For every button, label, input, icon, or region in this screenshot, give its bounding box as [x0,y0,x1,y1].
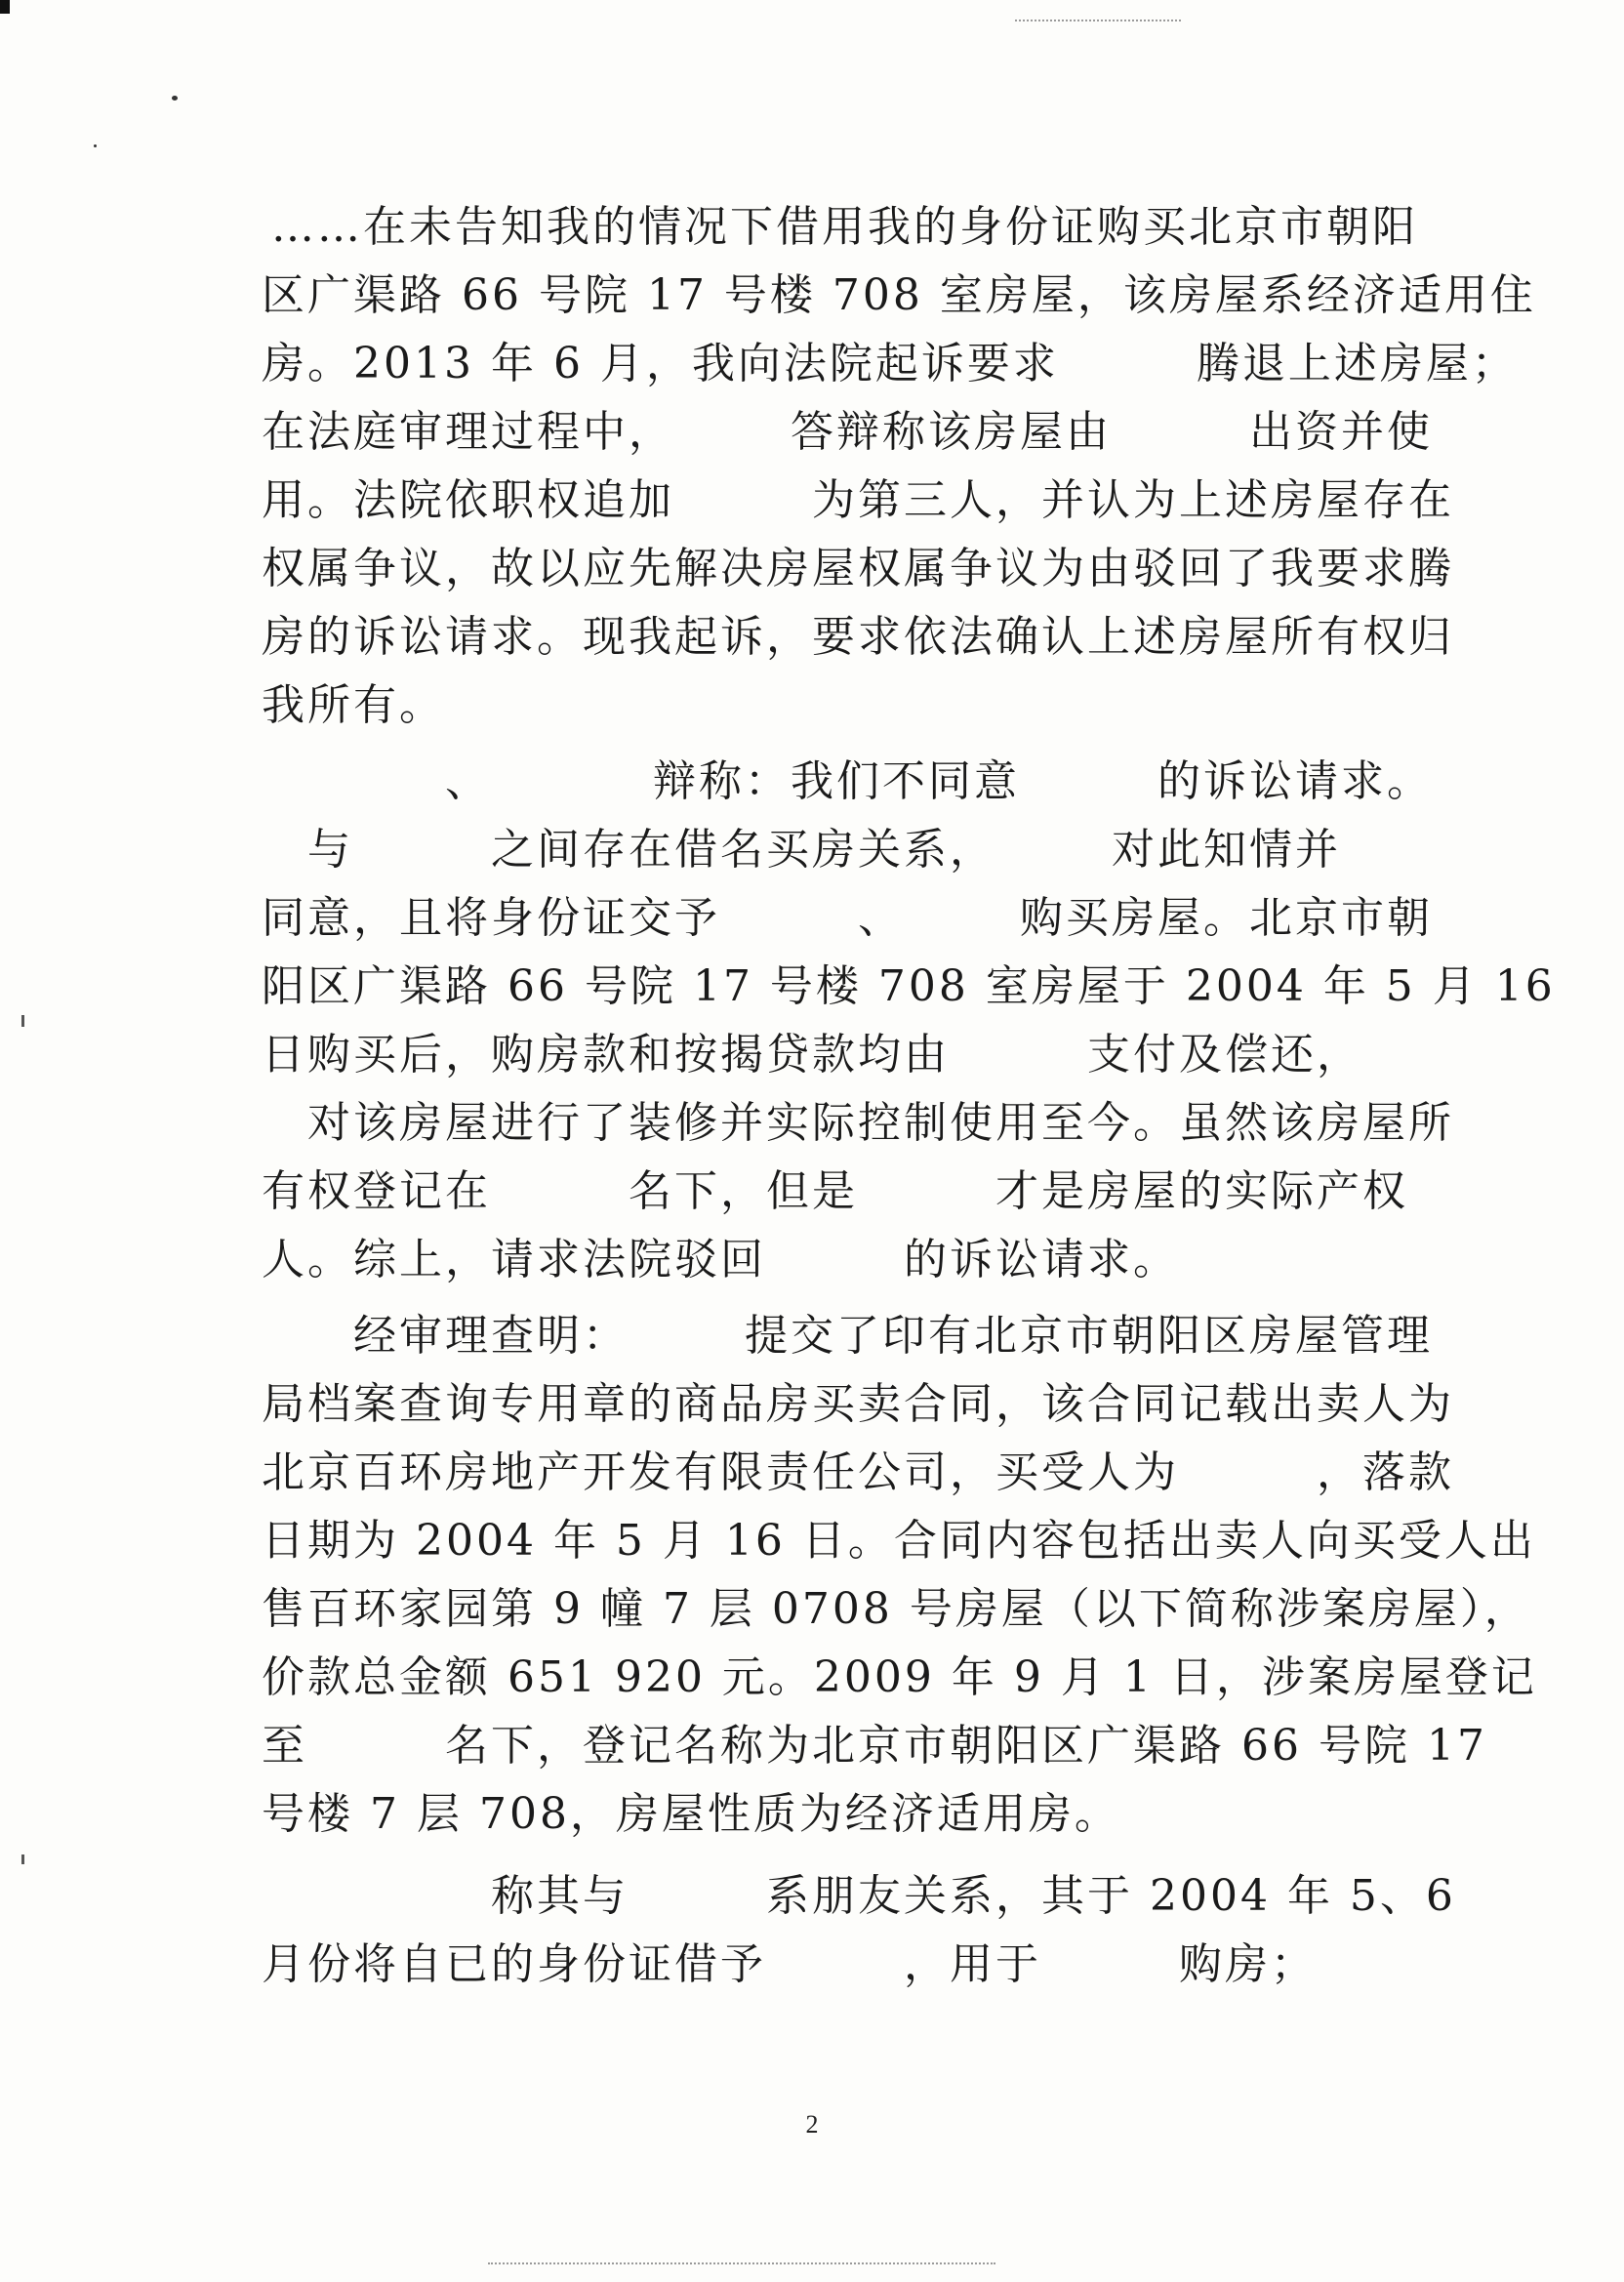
scan-edge-bottom [488,2262,995,2264]
text-line: 房。2013 年 6 月，我向法院起诉要求 腾退上述房屋； [262,339,1518,388]
text-line: 至 名下，登记名称为北京市朝阳区广渠路 66 号院 17 [262,1721,1487,1771]
scan-edge-left [21,1854,24,1864]
page-number: 2 [805,2110,819,2139]
text-line: 局档案查询专用章的商品房买卖合同，该合同记载出卖人为 [262,1379,1454,1429]
text-line: 号楼 7 层 708，房屋性质为经济适用房。 [262,1789,1120,1839]
text-line: 在法庭审理过程中， 答辩称该房屋由 出资并使 [262,407,1433,457]
text-line: 与 之间存在借名买房关系， 对此知情并 [262,825,1341,875]
text-line: 权属争议，故以应先解决房屋权属争议为由驳回了我要求腾 [262,544,1454,593]
text-line: 用。法院依职权追加 为第三人，并认为上述房屋存在 [262,475,1454,525]
text-line: ……在未告知我的情况下借用我的身份证购买北京市朝阳 [271,202,1418,252]
text-line: 人。综上，请求法院驳回 的诉讼请求。 [262,1235,1179,1284]
text-line: 区广渠路 66 号院 17 号楼 708 室房屋，该房屋系经济适用住 [262,270,1536,320]
text-line: 北京百环房地产开发有限责任公司，买受人为 ，落款 [262,1447,1454,1497]
scan-speck [172,96,178,101]
text-line: 售百环家园第 9 幢 7 层 0708 号房屋（以下简称涉案房屋）， [262,1584,1530,1634]
text-line: 价款总金额 651 920 元。2009 年 9 月 1 日，涉案房屋登记 [262,1652,1537,1702]
text-line: 阳区广渠路 66 号院 17 号楼 708 室房屋于 2004 年 5 月 16 [262,961,1556,1011]
text-line: 同意，且将身份证交予 、 购买房屋。北京市朝 [262,893,1433,943]
text-line: 日购买后，购房款和按揭贷款均由 支付及偿还， [262,1030,1362,1080]
scan-corner-mark [0,0,10,14]
text-line: 经审理查明： 提交了印有北京市朝阳区房屋管理 [262,1311,1433,1361]
text-line: 对该房屋进行了装修并实际控制使用至今。虽然该房屋所 [262,1098,1454,1148]
text-line: 月份将自已的身份证借予 ，用于 购房； [262,1939,1317,1989]
text-line: 称其与 系朋友关系，其于 2004 年 5、6 [262,1871,1456,1921]
scan-speck [94,144,97,147]
scan-edge-top [1015,20,1181,21]
text-line: 日期为 2004 年 5 月 16 日。合同内容包括出卖人向买受人出 [262,1516,1536,1566]
text-line: 我所有。 [262,680,445,730]
text-line: 有权登记在 名下，但是 才是房屋的实际产权 [262,1166,1408,1216]
scan-edge-left [21,1015,24,1027]
text-line: 、 辩称：我们不同意 的诉讼请求。 [262,756,1433,806]
text-line: 房的诉讼请求。现我起诉，要求依法确认上述房屋所有权归 [262,612,1454,662]
